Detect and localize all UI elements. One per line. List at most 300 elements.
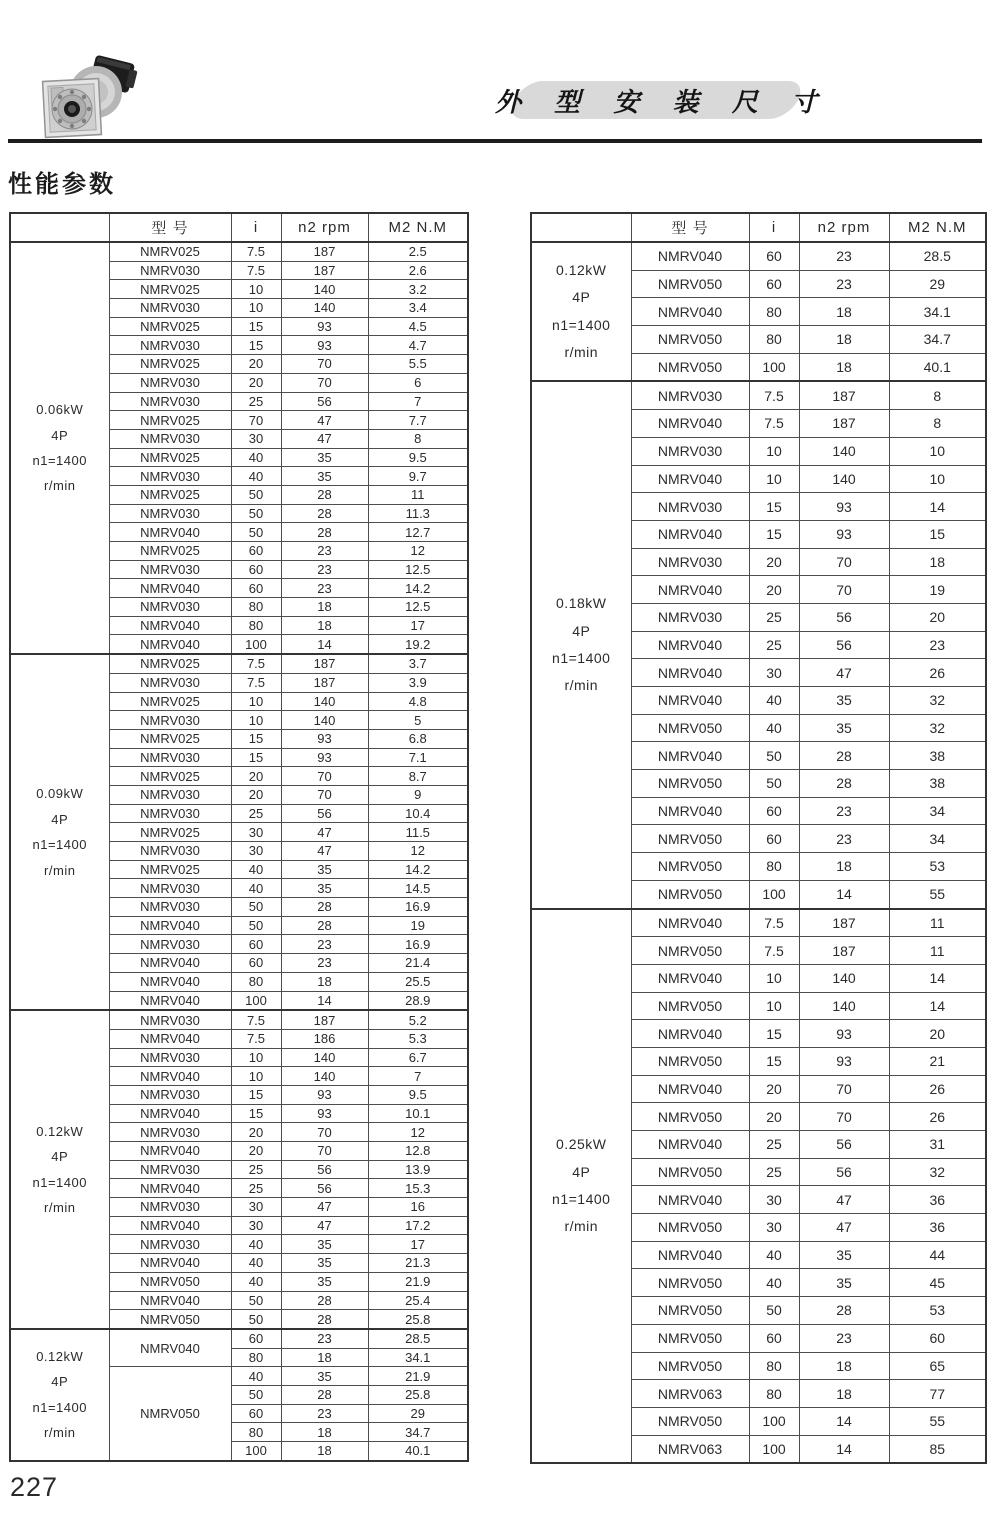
torque-cell: 5.3 — [368, 1029, 468, 1048]
torque-cell: 14.2 — [368, 579, 468, 598]
torque-cell: 25.8 — [368, 1385, 468, 1404]
torque-cell: 10 — [889, 465, 986, 493]
torque-cell: 14 — [889, 992, 986, 1020]
speed-cell: 35 — [799, 1269, 889, 1297]
ratio-cell: 7.5 — [749, 909, 799, 937]
model-cell: NMRV030 — [109, 898, 231, 917]
torque-cell: 34 — [889, 825, 986, 853]
header-divider — [8, 139, 982, 143]
model-cell: NMRV030 — [109, 429, 231, 448]
torque-cell: 3.2 — [368, 280, 468, 299]
ratio-cell: 7.5 — [231, 1029, 281, 1048]
model-cell: NMRV040 — [631, 1131, 749, 1159]
speed-cell: 56 — [799, 603, 889, 631]
ratio-cell: 40 — [231, 1254, 281, 1273]
group-label-line: n1=1400 — [32, 1399, 87, 1415]
ratio-cell: 80 — [231, 972, 281, 991]
ratio-cell: 100 — [231, 1442, 281, 1461]
ratio-cell: 30 — [231, 1216, 281, 1235]
group-label-line: n1=1400 — [32, 453, 87, 469]
group-label-line: n1=1400 — [552, 649, 611, 666]
ratio-cell: 50 — [231, 1291, 281, 1310]
model-cell: NMRV025 — [109, 767, 231, 786]
torque-cell: 55 — [889, 1407, 986, 1435]
model-cell: NMRV040 — [631, 1241, 749, 1269]
model-cell: NMRV050 — [631, 880, 749, 908]
model-cell: NMRV030 — [109, 842, 231, 861]
torque-cell: 36 — [889, 1186, 986, 1214]
group-label-line: r/min — [44, 478, 76, 494]
column-header: i — [231, 213, 281, 242]
model-cell: NMRV030 — [109, 598, 231, 617]
ratio-cell: 40 — [749, 1241, 799, 1269]
ratio-cell: 60 — [231, 560, 281, 579]
model-cell: NMRV030 — [631, 548, 749, 576]
speed-cell: 93 — [281, 729, 368, 748]
ratio-cell: 10 — [231, 1067, 281, 1086]
model-cell: NMRV025 — [109, 860, 231, 879]
ratio-cell: 10 — [749, 437, 799, 465]
ratio-cell: 10 — [231, 299, 281, 318]
speed-cell: 14 — [799, 1435, 889, 1463]
speed-cell: 56 — [281, 804, 368, 823]
ratio-cell: 50 — [749, 742, 799, 770]
group-label-line: 4P — [572, 289, 591, 306]
header-row — [10, 213, 468, 242]
speed-cell: 35 — [281, 1254, 368, 1273]
group-label — [531, 242, 631, 381]
ratio-cell: 60 — [231, 935, 281, 954]
table-row — [531, 242, 986, 270]
model-cell: NMRV040 — [631, 797, 749, 825]
speed-cell: 56 — [281, 1179, 368, 1198]
performance-table-left — [9, 212, 467, 1462]
model-cell: NMRV050 — [631, 353, 749, 381]
ratio-cell: 50 — [749, 1297, 799, 1325]
column-header: M2 N.M — [368, 213, 468, 242]
torque-cell: 20 — [889, 603, 986, 631]
ratio-cell: 10 — [231, 1048, 281, 1067]
speed-cell: 35 — [799, 714, 889, 742]
speed-cell: 18 — [281, 616, 368, 635]
model-cell: NMRV050 — [631, 326, 749, 354]
model-cell: NMRV063 — [631, 1435, 749, 1463]
torque-cell: 23 — [889, 631, 986, 659]
speed-cell: 35 — [281, 860, 368, 879]
speed-cell: 28 — [799, 770, 889, 798]
group-label-line: 4P — [51, 1374, 69, 1390]
ratio-cell: 40 — [749, 1269, 799, 1297]
torque-cell: 28.5 — [889, 242, 986, 270]
header-row — [531, 213, 986, 242]
speed-cell: 140 — [281, 299, 368, 318]
model-cell: NMRV025 — [109, 823, 231, 842]
ratio-cell: 15 — [231, 748, 281, 767]
ratio-cell: 60 — [749, 797, 799, 825]
model-cell: NMRV050 — [631, 770, 749, 798]
ratio-cell: 20 — [749, 576, 799, 604]
speed-cell: 23 — [799, 270, 889, 298]
model-cell: NMRV030 — [109, 1235, 231, 1254]
torque-cell: 25.5 — [368, 972, 468, 991]
torque-cell: 7 — [368, 392, 468, 411]
ratio-cell: 60 — [749, 1324, 799, 1352]
ratio-cell: 60 — [231, 579, 281, 598]
group-label-line: 0.06kW — [36, 402, 84, 418]
torque-cell: 32 — [889, 1158, 986, 1186]
torque-cell: 14.5 — [368, 879, 468, 898]
model-cell: NMRV050 — [631, 1103, 749, 1131]
group-label-line: n1=1400 — [552, 1190, 611, 1207]
corner-cell — [531, 213, 631, 242]
speed-cell: 18 — [281, 972, 368, 991]
torque-cell: 13.9 — [368, 1160, 468, 1179]
model-cell: NMRV025 — [109, 485, 231, 504]
ratio-cell: 40 — [749, 714, 799, 742]
model-cell: NMRV030 — [109, 392, 231, 411]
ratio-cell: 20 — [749, 1103, 799, 1131]
torque-cell: 26 — [889, 659, 986, 687]
model-cell: NMRV025 — [109, 542, 231, 561]
model-cell: NMRV025 — [109, 448, 231, 467]
model-cell: NMRV040 — [109, 1291, 231, 1310]
model-cell: NMRV040 — [109, 579, 231, 598]
group-label-line: 4P — [572, 622, 591, 639]
ratio-cell: 15 — [749, 1020, 799, 1048]
torque-cell: 25.8 — [368, 1310, 468, 1329]
torque-cell: 34 — [889, 797, 986, 825]
torque-cell: 4.5 — [368, 317, 468, 336]
speed-cell: 18 — [281, 1348, 368, 1367]
torque-cell: 15 — [889, 520, 986, 548]
speed-cell: 140 — [799, 964, 889, 992]
ratio-cell: 40 — [749, 687, 799, 715]
model-cell: NMRV050 — [631, 270, 749, 298]
speed-cell: 70 — [281, 785, 368, 804]
ratio-cell: 50 — [231, 916, 281, 935]
torque-cell: 21.3 — [368, 1254, 468, 1273]
model-cell: NMRV030 — [109, 879, 231, 898]
ratio-cell: 80 — [231, 1423, 281, 1442]
table-row — [10, 1329, 468, 1348]
torque-cell: 11 — [368, 485, 468, 504]
worm-gearbox-illustration — [36, 50, 138, 148]
speed-cell: 35 — [281, 879, 368, 898]
torque-cell: 45 — [889, 1269, 986, 1297]
ratio-cell: 25 — [749, 603, 799, 631]
model-cell: NMRV040 — [631, 687, 749, 715]
ratio-cell: 60 — [749, 825, 799, 853]
model-cell: NMRV030 — [109, 1160, 231, 1179]
torque-cell: 85 — [889, 1435, 986, 1463]
speed-cell: 28 — [281, 916, 368, 935]
model-cell: NMRV063 — [631, 1380, 749, 1408]
ratio-cell: 30 — [231, 429, 281, 448]
speed-cell: 28 — [281, 523, 368, 542]
model-cell: NMRV040 — [631, 410, 749, 438]
group-label-line: r/min — [44, 1425, 76, 1441]
speed-cell: 70 — [281, 373, 368, 392]
model-cell: NMRV030 — [109, 1085, 231, 1104]
torque-cell: 25.4 — [368, 1291, 468, 1310]
model-cell: NMRV050 — [109, 1310, 231, 1329]
speed-cell: 140 — [281, 1067, 368, 1086]
speed-cell: 70 — [799, 548, 889, 576]
banner-title: 外 型 安 装 尺 寸 — [494, 86, 831, 117]
speed-cell: 47 — [281, 1216, 368, 1235]
speed-cell: 47 — [281, 1198, 368, 1217]
ratio-cell: 60 — [749, 242, 799, 270]
speed-cell: 186 — [281, 1029, 368, 1048]
speed-cell: 70 — [799, 1075, 889, 1103]
ratio-cell: 40 — [231, 448, 281, 467]
speed-cell: 28 — [281, 1310, 368, 1329]
model-cell: NMRV040 — [109, 523, 231, 542]
parameters-table — [9, 212, 469, 1462]
model-cell: NMRV030 — [109, 299, 231, 318]
ratio-cell: 7.5 — [231, 261, 281, 280]
model-cell: NMRV025 — [109, 654, 231, 673]
ratio-cell: 25 — [231, 392, 281, 411]
speed-cell: 93 — [281, 748, 368, 767]
table-row — [10, 242, 468, 261]
ratio-cell: 10 — [231, 692, 281, 711]
speed-cell: 28 — [799, 742, 889, 770]
model-cell: NMRV040 — [109, 635, 231, 654]
ratio-cell: 30 — [749, 1186, 799, 1214]
speed-cell: 47 — [799, 1214, 889, 1242]
speed-cell: 23 — [281, 954, 368, 973]
speed-cell: 56 — [281, 1160, 368, 1179]
speed-cell: 56 — [799, 1158, 889, 1186]
ratio-cell: 100 — [231, 635, 281, 654]
group-label — [531, 381, 631, 908]
torque-cell: 9.7 — [368, 467, 468, 486]
torque-cell: 6.8 — [368, 729, 468, 748]
model-cell: NMRV040 — [631, 1186, 749, 1214]
torque-cell: 65 — [889, 1352, 986, 1380]
model-cell: NMRV040 — [631, 298, 749, 326]
model-cell: NMRV040 — [109, 1329, 231, 1367]
torque-cell: 12.5 — [368, 598, 468, 617]
header-banner — [494, 81, 831, 119]
speed-cell: 23 — [799, 797, 889, 825]
speed-cell: 47 — [799, 659, 889, 687]
speed-cell: 18 — [799, 353, 889, 381]
table-row — [531, 381, 986, 409]
torque-cell: 3.9 — [368, 673, 468, 692]
speed-cell: 28 — [799, 1297, 889, 1325]
ratio-cell: 100 — [749, 1435, 799, 1463]
ratio-cell: 80 — [749, 326, 799, 354]
torque-cell: 11 — [889, 937, 986, 965]
speed-cell: 23 — [281, 542, 368, 561]
torque-cell: 40.1 — [889, 353, 986, 381]
torque-cell: 40.1 — [368, 1442, 468, 1461]
column-header: M2 N.M — [889, 213, 986, 242]
speed-cell: 140 — [799, 465, 889, 493]
torque-cell: 21.9 — [368, 1272, 468, 1291]
torque-cell: 5 — [368, 711, 468, 730]
speed-cell: 140 — [281, 280, 368, 299]
torque-cell: 12 — [368, 1123, 468, 1142]
model-cell: NMRV050 — [631, 992, 749, 1020]
group-label — [10, 1329, 109, 1461]
group-label-line: 0.12kW — [36, 1123, 84, 1139]
ratio-cell: 15 — [231, 729, 281, 748]
group-label — [10, 654, 109, 1010]
table-row — [531, 909, 986, 937]
ratio-cell: 15 — [749, 520, 799, 548]
torque-cell: 60 — [889, 1324, 986, 1352]
torque-cell: 32 — [889, 714, 986, 742]
model-cell: NMRV025 — [109, 411, 231, 430]
model-cell: NMRV040 — [631, 1075, 749, 1103]
model-cell: NMRV025 — [109, 355, 231, 374]
torque-cell: 10.4 — [368, 804, 468, 823]
speed-cell: 70 — [281, 1142, 368, 1161]
ratio-cell: 10 — [231, 711, 281, 730]
torque-cell: 53 — [889, 1297, 986, 1325]
group-label-line: 0.25kW — [556, 1136, 607, 1153]
ratio-cell: 30 — [231, 1198, 281, 1217]
torque-cell: 17 — [368, 616, 468, 635]
ratio-cell: 7.5 — [231, 242, 281, 261]
ratio-cell: 25 — [231, 804, 281, 823]
speed-cell: 18 — [281, 598, 368, 617]
torque-cell: 7.7 — [368, 411, 468, 430]
speed-cell: 187 — [281, 654, 368, 673]
speed-cell: 18 — [281, 1423, 368, 1442]
torque-cell: 10.1 — [368, 1104, 468, 1123]
speed-cell: 14 — [281, 991, 368, 1010]
group-label — [10, 1010, 109, 1329]
model-cell: NMRV040 — [109, 1067, 231, 1086]
model-cell: NMRV050 — [631, 825, 749, 853]
model-cell: NMRV040 — [109, 972, 231, 991]
model-cell: NMRV030 — [109, 261, 231, 280]
model-cell: NMRV050 — [631, 714, 749, 742]
speed-cell: 28 — [281, 1385, 368, 1404]
table-row — [10, 1010, 468, 1029]
speed-cell: 28 — [281, 1291, 368, 1310]
speed-cell: 23 — [281, 935, 368, 954]
model-cell: NMRV040 — [631, 659, 749, 687]
model-cell: NMRV030 — [109, 560, 231, 579]
speed-cell: 187 — [799, 381, 889, 409]
group-label-line: n1=1400 — [32, 1174, 87, 1190]
torque-cell: 38 — [889, 742, 986, 770]
torque-cell: 26 — [889, 1103, 986, 1131]
speed-cell: 140 — [281, 1048, 368, 1067]
model-cell: NMRV050 — [631, 1352, 749, 1380]
model-cell: NMRV040 — [631, 964, 749, 992]
model-cell: NMRV050 — [109, 1272, 231, 1291]
torque-cell: 6.7 — [368, 1048, 468, 1067]
ratio-cell: 10 — [749, 964, 799, 992]
ratio-cell: 20 — [231, 1123, 281, 1142]
speed-cell: 35 — [799, 1241, 889, 1269]
speed-cell: 23 — [799, 825, 889, 853]
ratio-cell: 20 — [231, 785, 281, 804]
ratio-cell: 10 — [231, 280, 281, 299]
torque-cell: 5.5 — [368, 355, 468, 374]
speed-cell: 140 — [799, 992, 889, 1020]
model-cell: NMRV040 — [109, 1029, 231, 1048]
speed-cell: 18 — [799, 1352, 889, 1380]
speed-cell: 140 — [281, 711, 368, 730]
torque-cell: 16.9 — [368, 898, 468, 917]
torque-cell: 34.7 — [368, 1423, 468, 1442]
torque-cell: 32 — [889, 687, 986, 715]
torque-cell: 11.3 — [368, 504, 468, 523]
ratio-cell: 80 — [749, 298, 799, 326]
model-cell: NMRV030 — [109, 373, 231, 392]
torque-cell: 8 — [889, 410, 986, 438]
torque-cell: 12.8 — [368, 1142, 468, 1161]
torque-cell: 12.5 — [368, 560, 468, 579]
ratio-cell: 50 — [749, 770, 799, 798]
ratio-cell: 20 — [231, 355, 281, 374]
model-cell: NMRV040 — [631, 576, 749, 604]
ratio-cell: 60 — [231, 542, 281, 561]
group-label-line: r/min — [564, 344, 599, 361]
model-cell: NMRV050 — [631, 853, 749, 881]
torque-cell: 12 — [368, 842, 468, 861]
model-cell: NMRV040 — [109, 1142, 231, 1161]
torque-cell: 28.5 — [368, 1329, 468, 1348]
model-cell: NMRV040 — [109, 1104, 231, 1123]
speed-cell: 35 — [281, 1367, 368, 1386]
model-cell: NMRV030 — [109, 504, 231, 523]
speed-cell: 23 — [281, 1404, 368, 1423]
torque-cell: 3.4 — [368, 299, 468, 318]
model-cell: NMRV030 — [631, 381, 749, 409]
group-label-line: n1=1400 — [32, 837, 87, 853]
torque-cell: 8 — [889, 381, 986, 409]
model-cell: NMRV030 — [109, 748, 231, 767]
ratio-cell: 100 — [231, 991, 281, 1010]
speed-cell: 47 — [281, 411, 368, 430]
group-label-line: r/min — [564, 677, 599, 694]
ratio-cell: 80 — [231, 1348, 281, 1367]
column-header: n2 rpm — [281, 213, 368, 242]
torque-cell: 36 — [889, 1214, 986, 1242]
ratio-cell: 50 — [231, 523, 281, 542]
ratio-cell: 30 — [231, 842, 281, 861]
speed-cell: 35 — [281, 448, 368, 467]
ratio-cell: 7.5 — [231, 673, 281, 692]
model-cell: NMRV040 — [631, 242, 749, 270]
model-cell: NMRV040 — [109, 916, 231, 935]
speed-cell: 47 — [281, 429, 368, 448]
speed-cell: 187 — [799, 909, 889, 937]
model-cell: NMRV040 — [631, 631, 749, 659]
speed-cell: 47 — [799, 1186, 889, 1214]
group-label-line: 4P — [51, 1149, 69, 1165]
ratio-cell: 80 — [749, 853, 799, 881]
torque-cell: 14 — [889, 964, 986, 992]
torque-cell: 9.5 — [368, 448, 468, 467]
torque-cell: 11.5 — [368, 823, 468, 842]
speed-cell: 18 — [799, 298, 889, 326]
speed-cell: 93 — [799, 493, 889, 521]
model-cell: NMRV025 — [109, 242, 231, 261]
model-cell: NMRV030 — [109, 711, 231, 730]
model-cell: NMRV025 — [109, 729, 231, 748]
ratio-cell: 15 — [231, 317, 281, 336]
model-cell: NMRV040 — [109, 1254, 231, 1273]
